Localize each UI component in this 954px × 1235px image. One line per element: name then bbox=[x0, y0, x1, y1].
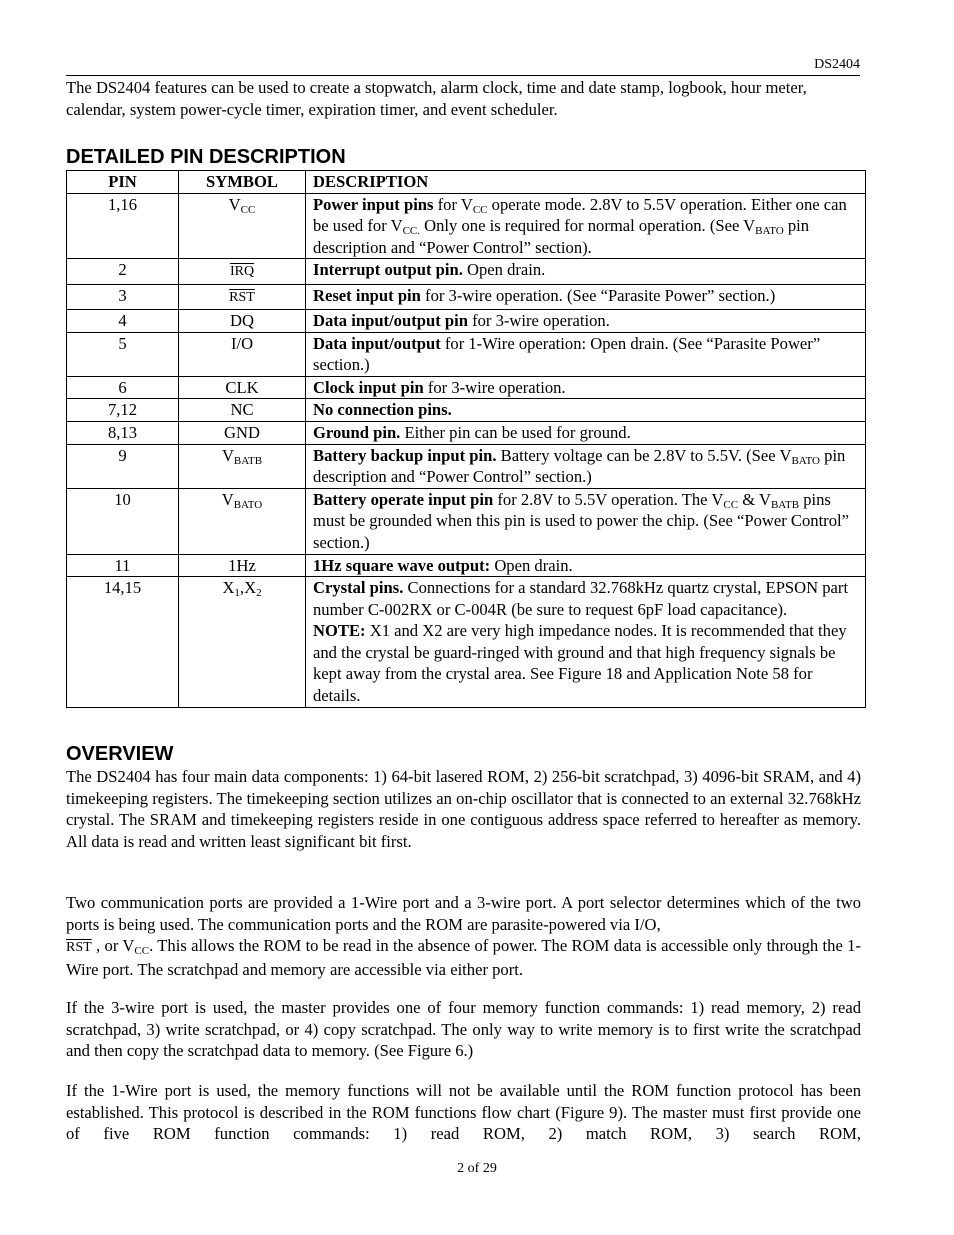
pin-number: 2 bbox=[67, 259, 179, 285]
table-row bbox=[67, 285, 866, 310]
pin-description: Power input pins for $V_{CC}$ operate mode. 2.8V to 5.5V operation. Either one can be used for $V_{CC.}$ Only one is required for normal operation. (See $V_{BATO}$ pin description and “Power Control” section). bbox=[306, 193, 866, 259]
pin-description: No connection pins. bbox=[306, 399, 866, 422]
pin-description: 1Hz square wave output: Open drain. bbox=[306, 554, 866, 577]
pin-description: Reset input pin for 3-wire operation. (See “Parasite Power” section.) bbox=[306, 285, 866, 310]
doc-id: DS2404 bbox=[814, 57, 860, 72]
pin-description: Crystal pins. Connections for a standard 32.768kHz quartz crystal, EPSON part number C-002RX or C-004R (be sure to request 6pF load capacitance). NOTE: X1 and X2 are very high impedance nodes. It is recommended that they and the crystal be guard-ringed with ground and that high frequency signals be kept away from the crystal area. See Figure 18 and Application Note 58 for details. bbox=[306, 577, 866, 708]
overview-paragraph-4: If the 1-Wire port is used, the memory functions will not be available until the ROM function protocol has been established. This protocol is described in the ROM functions flow chart (Figure 9). The master must first provide one of five ROM function commands: 1) read ROM, 2) match ROM, 3) search ROM, bbox=[66, 1081, 861, 1144]
table-header-row bbox=[67, 171, 866, 194]
col-header-symbol: SYMBOL bbox=[179, 171, 306, 194]
page-header bbox=[66, 54, 860, 76]
table-row bbox=[67, 488, 866, 554]
pin-symbol: $V_{BATO}$ bbox=[179, 488, 306, 554]
pin-symbol: $V_{CC}$ bbox=[179, 193, 306, 259]
table-row bbox=[67, 399, 866, 422]
pin-symbol: $V_{BATB}$ bbox=[179, 444, 306, 488]
pin-symbol: GND bbox=[179, 421, 306, 444]
table-row bbox=[67, 193, 866, 259]
page-number: 2 of 29 bbox=[457, 1161, 497, 1176]
intro-paragraph: The DS2404 features can be used to create a stopwatch, alarm clock, time and date stamp, logbook, hour meter, calendar, system power-cycle timer, expiration timer, and event scheduler. bbox=[66, 78, 807, 119]
table-row bbox=[67, 554, 866, 577]
pin-number: 14,15 bbox=[67, 577, 179, 708]
pin-table bbox=[66, 170, 866, 708]
pin-number: 8,13 bbox=[67, 421, 179, 444]
rst-signal: $\overline{RST}$ bbox=[66, 940, 92, 956]
pin-number: 5 bbox=[67, 332, 179, 376]
pin-number: 1,16 bbox=[67, 193, 179, 259]
pin-number: 4 bbox=[67, 309, 179, 332]
pin-description: Data input/output pin for 3-wire operation. bbox=[306, 309, 866, 332]
pin-description: Battery backup input pin. Battery voltage can be 2.8V to 5.5V. (See $V_{BATO}$ pin description and “Power Control” section.) bbox=[306, 444, 866, 488]
overview-title: OVERVIEW bbox=[66, 743, 174, 765]
pin-number: 11 bbox=[67, 554, 179, 577]
pin-symbol: $\overline{RST}$ bbox=[179, 285, 306, 310]
overview-paragraph-1: The DS2404 has four main data components: 1) 64-bit lasered ROM, 2) 256-bit scratchpad, 3) 4096-bit SRAM, and 4) timekeeping registers. The timekeeping section utilizes an on-chip oscillator that is connected to an external 32.768kHz crystal. The SRAM and timekeeping registers reside in one contiguous address space referred to hereafter as memory. All data is read and written least significant bit first. bbox=[66, 767, 861, 851]
table-row bbox=[67, 259, 866, 285]
pin-number: 9 bbox=[67, 444, 179, 488]
pin-description: Ground pin. Either pin can be used for ground. bbox=[306, 421, 866, 444]
pin-symbol: I/O bbox=[179, 332, 306, 376]
overview-paragraph-2: Two communication ports are provided a 1-Wire port and a 3-wire port. A port selector determines which of the two ports is being used. The communication ports and the ROM are parasite-powered via I/O, $\overline{RST}$ , or $V_{CC}$. This allows the ROM to be read in the absence of power. The ROM data is accessible only through the 1-Wire port. The scratchpad and memory are accessible via either port. bbox=[66, 893, 861, 979]
pin-symbol: $\overline{IRQ}$ bbox=[179, 259, 306, 285]
pin-symbol: CLK bbox=[179, 376, 306, 399]
table-row bbox=[67, 444, 866, 488]
col-header-description: DESCRIPTION bbox=[306, 171, 866, 194]
pin-number: 7,12 bbox=[67, 399, 179, 422]
pin-symbol: NC bbox=[179, 399, 306, 422]
pin-number: 3 bbox=[67, 285, 179, 310]
table-row bbox=[67, 309, 866, 332]
pin-description: Interrupt output pin. Open drain. bbox=[306, 259, 866, 285]
pin-section-title: DETAILED PIN DESCRIPTION bbox=[66, 146, 346, 168]
pin-description: Data input/output for 1-Wire operation: Open drain. (See “Parasite Power” section.) bbox=[306, 332, 866, 376]
table-row bbox=[67, 332, 866, 376]
pin-symbol: $X_1,X_2$ bbox=[179, 577, 306, 708]
pin-symbol: DQ bbox=[179, 309, 306, 332]
pin-description: Clock input pin for 3-wire operation. bbox=[306, 376, 866, 399]
pin-number: 6 bbox=[67, 376, 179, 399]
table-row bbox=[67, 421, 866, 444]
overview-paragraph-3: If the 3-wire port is used, the master provides one of four memory function commands: 1) read memory, 2) read scratchpad, 3) write scratchpad, or 4) copy scratchpad. The only way to write memory is to first write the scratchpad and then copy the scratchpad data to memory. (See Figure 6.) bbox=[66, 998, 861, 1061]
table-row bbox=[67, 376, 866, 399]
pin-symbol: 1Hz bbox=[179, 554, 306, 577]
table-row bbox=[67, 577, 866, 708]
col-header-pin: PIN bbox=[67, 171, 179, 194]
pin-description: Battery operate input pin for 2.8V to 5.5V operation. The $V_{CC}$ & $V_{BATB}$ pins must be grounded when this pin is used to power the chip. (See “Power Control” section.) bbox=[306, 488, 866, 554]
pin-number: 10 bbox=[67, 488, 179, 554]
